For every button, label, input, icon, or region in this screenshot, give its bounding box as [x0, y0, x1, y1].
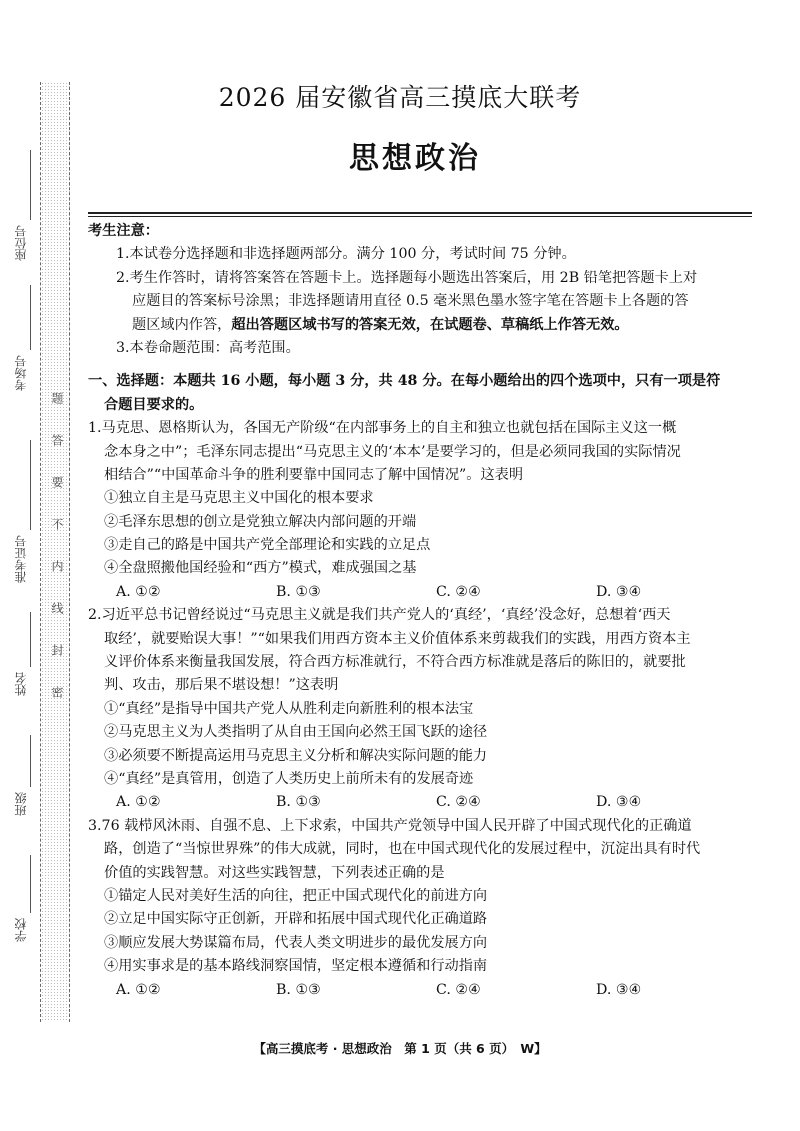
seal-char: 内 — [50, 560, 64, 572]
option-b: B. ①③ — [276, 794, 321, 811]
question-stem: 取经’，就要贻误大事！”“如果我们用西方资本主义价值体系来剪裁我们的实践，用西方资本主 — [104, 630, 691, 647]
section-heading-cont: 合题目要求的。 — [104, 396, 204, 413]
option-b: B. ①③ — [276, 981, 321, 998]
exam-content — [88, 220, 756, 1002]
seal-char: 线 — [50, 602, 64, 614]
statement-item: ④全盘照搬他国经验和“西方”模式，难成强国之基 — [104, 560, 417, 577]
exam-room-label: 考场号 — [14, 355, 28, 391]
question-stem: 相结合”“中国革命斗争的胜利要靠中国同志了解中国情况”。这表明 — [104, 466, 524, 483]
statement-item: ②立足中国实际守正创新，开辟和拓展中国式现代化正确道路 — [104, 911, 488, 928]
statement-item: ①独立自主是马克思主义中国化的根本要求 — [104, 490, 374, 507]
option-c: C. ②④ — [436, 583, 481, 600]
option-d: D. ③④ — [596, 583, 642, 600]
class-blank[interactable] — [30, 735, 31, 787]
seal-char: 题 — [50, 392, 64, 404]
statement-item: ③顺应发展大势谋篇布局，代表人类文明进步的最优发展方向 — [104, 934, 488, 951]
name-label: 姓名 — [14, 672, 28, 696]
exam-title: 2026 届安徽省高三摸底大联考 — [218, 83, 582, 112]
option-d: D. ③④ — [596, 794, 642, 811]
notice-item: 应题目的答案标号涂黑；非选择题请用直径 0.5 毫米黑色墨水签字笔在答题卡上各题的答 — [132, 293, 689, 310]
question-stem: 念本身之中”；毛泽东同志提出“马克思主义的‘本本’是要学习的，但是必须同我国的实际情况 — [104, 443, 681, 460]
seal-char: 不 — [50, 518, 64, 530]
statement-item: ③走自己的路是中国共产党全部理论和实践的立足点 — [104, 537, 431, 554]
ticket-number-label: 准考证号 — [14, 535, 28, 583]
notice-item-row — [88, 314, 756, 337]
notice-item: 2.考生作答时，请将答案答在答题卡上。选择题每小题选出答案后，用 2B 铅笔把答题卡上对 — [116, 269, 698, 286]
notice-emphasis: 超出答题区域书写的答案无效，在试题卷、草稿纸上作答无效。 — [231, 316, 629, 333]
seal-line-strip — [40, 82, 70, 1022]
option-c: C. ②④ — [436, 794, 481, 811]
notice-item: 1.本试卷分选择题和非选择题两部分。满分 100 分，考试时间 75 分钟。 — [116, 246, 576, 263]
seal-char: 要 — [50, 476, 64, 488]
answer-options — [88, 979, 756, 1002]
option-c: C. ②④ — [436, 981, 481, 998]
seal-char: 密 — [50, 686, 64, 698]
option-a: A. ①② — [116, 981, 161, 998]
question-stem: 3.76 载栉风沐雨、自强不息、上下求索，中国共产党领导中国人民开辟了中国式现代化的正确道 — [88, 817, 692, 834]
notice-heading: 考生注意： — [88, 223, 159, 239]
exam-room-blank[interactable] — [30, 285, 31, 350]
header-rule — [88, 212, 752, 214]
name-blank[interactable] — [30, 612, 31, 667]
school-label: 学校 — [14, 918, 28, 942]
statement-item: ④用实事求是的基本路线洞察国情，坚定根本遵循和行动指南 — [104, 958, 488, 975]
answer-options — [88, 791, 756, 814]
statement-item: ④“真经”是真管用，创造了人类历史上前所未有的发展奇迹 — [104, 770, 474, 787]
question-stem: 义评价体系来衡量我国发展，符合西方标准就行，不符合西方标准就是落后的陈旧的，就要批 — [104, 654, 686, 671]
seat-number-label: 座位号 — [14, 225, 28, 261]
statement-item: ②毛泽东思想的创立是党独立解决内部问题的开端 — [104, 513, 417, 530]
section-heading: 一、选择题：本题共 16 小题，每小题 3 分，共 48 分。在每小题给出的四个选项中，只有一项是符 — [88, 373, 721, 390]
spacer — [88, 360, 756, 370]
ticket-number-blank[interactable] — [30, 440, 31, 530]
seal-char: 答 — [50, 434, 64, 446]
question-stem: 路，创造了“当惊世界殊”的伟大成就，同时，也在中国式现代化的发展过程中，沉淀出具有时代 — [104, 841, 701, 858]
question-stem: 2.习近平总书记曾经说过“马克思主义就是我们共产党人的‘真经’，‘真经’没念好，总想着‘西天 — [88, 607, 671, 624]
seal-char: 封 — [50, 644, 64, 656]
statement-item: ①“真经”是指导中国共产党人从胜利走向新胜利的根本法宝 — [104, 700, 474, 717]
notice-item: 3.本卷命题范围：高考范围。 — [116, 339, 300, 356]
question-stem: 价值的实践智慧。对这些实践智慧，下列表述正确的是 — [104, 864, 445, 881]
header-rule-thin — [88, 216, 752, 217]
statement-item: ①锚定人民对美好生活的向往，把正中国式现代化的前进方向 — [104, 887, 488, 904]
answer-options — [88, 581, 756, 604]
option-a: A. ①② — [116, 794, 161, 811]
page-footer: 【高三摸底考 · 思想政治 第 1 页（共 6 页） W】 — [253, 1041, 547, 1056]
class-label: 班级 — [14, 792, 28, 816]
option-a: A. ①② — [116, 583, 161, 600]
option-d: D. ③④ — [596, 981, 642, 998]
option-b: B. ①③ — [276, 583, 321, 600]
question-stem: 1.马克思、恩格斯认为，各国无产阶级“在内部事务上的自主和独立也就包括在国际主义这一概 — [88, 420, 677, 437]
statement-item: ③必须要不断提高运用马克思主义分析和解决实际问题的能力 — [104, 747, 488, 764]
question-stem: 判、攻击，那后果不堪设想！”这表明 — [104, 677, 339, 694]
school-blank[interactable] — [30, 855, 31, 913]
subject-title: 思想政治 — [349, 141, 481, 176]
statement-item: ②马克思主义为人类指明了从自由王国向必然王国飞跃的途径 — [104, 724, 488, 741]
notice-item-text: 题区域内作答， — [132, 316, 232, 333]
